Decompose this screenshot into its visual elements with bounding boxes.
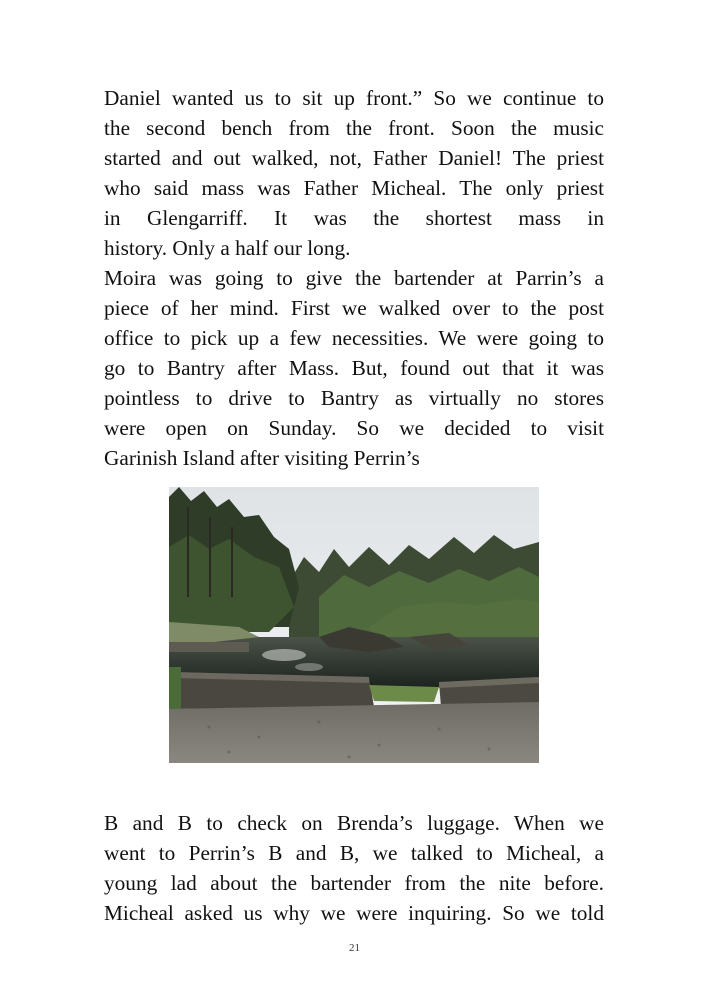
text-line: Moira was going to give the bartender at Parrin’s a — [104, 266, 604, 290]
text-line: the second bench from the front. Soon the music — [104, 116, 604, 140]
text-line: in Glengarriff. It was the shortest mass in — [104, 206, 604, 230]
page-number: 21 — [349, 942, 360, 954]
text-line: Daniel wanted us to sit up front.” So we continue to — [104, 86, 604, 110]
paragraph-1 — [104, 83, 604, 263]
text-line: young lad about the bartender from the nite before. — [104, 871, 604, 895]
paragraph-2 — [104, 263, 604, 473]
text-line: history. Only a half our long. — [104, 236, 351, 260]
text-line: were open on Sunday. So we decided to visit — [104, 416, 604, 440]
text-line: went to Perrin’s B and B, we talked to Micheal, a — [104, 841, 604, 865]
harbor-photo — [169, 487, 539, 763]
text-line: Micheal asked us why we were inquiring. So we told — [104, 901, 604, 925]
text-line: Garinish Island after visiting Perrin’s — [104, 446, 420, 470]
text-line: pointless to drive to Bantry as virtually no stores — [104, 386, 604, 410]
paragraph-3 — [104, 808, 604, 928]
text-line: piece of her mind. First we walked over to the post — [104, 296, 604, 320]
text-line: who said mass was Father Micheal. The only priest — [104, 176, 604, 200]
text-line: B and B to check on Brenda’s luggage. When we — [104, 811, 604, 835]
text-line: go to Bantry after Mass. But, found out that it was — [104, 356, 604, 380]
text-line: office to pick up a few necessities. We were going to — [104, 326, 604, 350]
text-line: started and out walked, not, Father Daniel! The priest — [104, 146, 604, 170]
